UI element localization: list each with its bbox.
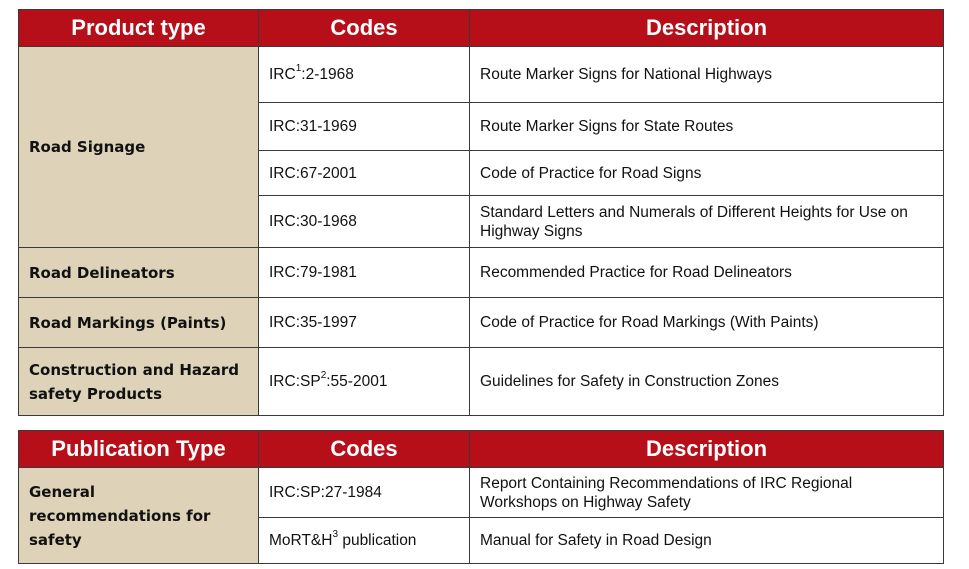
description-cell: Code of Practice for Road Markings (With Paints): [470, 298, 944, 348]
description-cell: Route Marker Signs for State Routes: [470, 103, 944, 151]
standards-table-publications: [18, 430, 944, 564]
code-cell: IRC:67-2001: [259, 151, 470, 196]
description-cell: Standard Letters and Numerals of Different Heights for Use on Highway Signs: [470, 196, 944, 248]
code-cell: $IRC:SP^2:55-2001$: [259, 348, 470, 416]
table-row: [19, 348, 944, 416]
description-cell: Route Marker Signs for National Highways: [470, 47, 944, 103]
table-row: [19, 47, 944, 103]
header-product-type: Product type: [19, 10, 259, 47]
code-cell: IRC:SP:27-1984: [259, 468, 470, 518]
code-cell: IRC:31-1969: [259, 103, 470, 151]
header-description: Description: [470, 10, 944, 47]
header-description: Description: [470, 431, 944, 468]
standards-table-products: [18, 9, 944, 416]
product-type-road-markings: Road Markings (Paints): [19, 298, 259, 348]
header-row: [19, 431, 944, 468]
table-row: [19, 468, 944, 518]
table-row: [19, 248, 944, 298]
code-cell: IRC:30-1968: [259, 196, 470, 248]
product-type-construction-hazard: Construction and Hazard safety Products: [19, 348, 259, 416]
description-cell: Recommended Practice for Road Delineators: [470, 248, 944, 298]
description-cell: Report Containing Recommendations of IRC Regional Workshops on Highway Safety: [470, 468, 944, 518]
code-cell: IRC:35-1997: [259, 298, 470, 348]
code-cell: IRC$^1$:2-1968: [259, 47, 470, 103]
header-codes: Codes: [259, 10, 470, 47]
description-cell: Guidelines for Safety in Construction Zones: [470, 348, 944, 416]
publication-type-general-recommendations: General recommendations for safety: [19, 468, 259, 564]
table-row: [19, 298, 944, 348]
header-codes: Codes: [259, 431, 470, 468]
code-cell: IRC:79-1981: [259, 248, 470, 298]
header-row: [19, 10, 944, 47]
product-type-road-signage: Road Signage: [19, 47, 259, 248]
header-publication-type: Publication Type: [19, 431, 259, 468]
code-cell: $MoRT\&H^3$ publication: [259, 518, 470, 564]
description-cell: Manual for Safety in Road Design: [470, 518, 944, 564]
product-type-road-delineators: Road Delineators: [19, 248, 259, 298]
description-cell: Code of Practice for Road Signs: [470, 151, 944, 196]
